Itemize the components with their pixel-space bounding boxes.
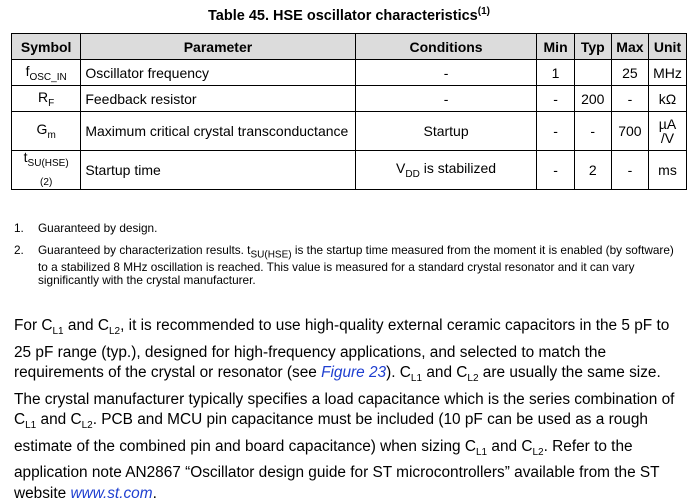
table-row xyxy=(12,112,687,151)
header-min: Min xyxy=(537,34,574,60)
title-footnote-ref: (1) xyxy=(477,6,490,17)
header-parameter: Parameter xyxy=(81,34,355,60)
conditions-cell: - xyxy=(355,60,537,86)
header-unit: Unit xyxy=(649,34,687,60)
symbol-sub: F xyxy=(48,97,55,109)
max-cell: 700 xyxy=(611,112,648,151)
sub: L1 xyxy=(476,446,488,458)
text: and C xyxy=(63,317,109,334)
header-max: Max xyxy=(611,34,648,60)
parameter-cell: Startup time xyxy=(81,151,355,190)
typ-cell: - xyxy=(574,112,611,151)
min-cell: - xyxy=(537,86,574,112)
symbol: f xyxy=(25,62,30,79)
text: . Refer to the application note AN2867 “Oscillator design guide for ST microcontrollers” available from the ST website xyxy=(14,437,660,502)
conditions-cell xyxy=(355,151,537,190)
symbol: t xyxy=(23,149,28,165)
min-cell: - xyxy=(537,112,574,151)
table-row xyxy=(12,60,687,86)
figure-23-link[interactable]: Figure 23 xyxy=(321,364,387,382)
header-typ: Typ xyxy=(574,34,611,60)
note-number: 2. xyxy=(14,243,24,257)
sub: L2 xyxy=(467,373,479,385)
typ-cell: 2 xyxy=(574,151,611,190)
note-2 xyxy=(14,244,684,287)
min-cell: - xyxy=(537,151,574,190)
unit-cell: kΩ xyxy=(649,86,687,112)
symbol-cell xyxy=(12,86,81,112)
header-conditions: Conditions xyxy=(355,34,537,60)
max-cell: - xyxy=(611,151,648,190)
note-number: 1. xyxy=(14,221,24,235)
table-header-row xyxy=(12,34,687,60)
header-symbol: Symbol xyxy=(12,34,81,60)
symbol-sub: SU(HSE) xyxy=(27,157,69,169)
symbol-sub: m xyxy=(47,129,56,141)
unit-cell: µA /V xyxy=(649,112,687,151)
table-title-text: Table 45. HSE oscillator characteristics xyxy=(208,7,478,24)
symbol-cell xyxy=(12,112,81,151)
conditions-cell: - xyxy=(355,86,537,112)
sub: L2 xyxy=(108,326,121,338)
sub: L1 xyxy=(410,373,423,385)
conditions-text: V xyxy=(396,159,406,176)
sub: L2 xyxy=(81,420,93,432)
parameter-cell: Oscillator frequency xyxy=(81,60,355,86)
text: and C xyxy=(422,364,468,382)
sub: L1 xyxy=(52,326,64,338)
table-notes xyxy=(14,222,684,296)
typ-cell: 200 xyxy=(574,86,611,112)
typ-cell xyxy=(574,60,611,86)
symbol: R xyxy=(38,88,49,105)
note-sub: SU(HSE) xyxy=(250,249,292,261)
symbol-cell xyxy=(12,60,81,86)
parameter-cell: Maximum critical crystal transconductance xyxy=(81,112,355,151)
text: . PCB and MCU pin capacitance must be included (10 pF can be used as a rough estimate of the combined pin and board capacitance) when sizing C xyxy=(14,411,648,455)
hse-characteristics-table xyxy=(11,33,687,190)
unit-cell: MHz xyxy=(649,60,687,86)
text: ). C xyxy=(386,364,411,382)
note-text xyxy=(38,244,684,287)
parameter-cell: Feedback resistor xyxy=(81,86,355,112)
table-row xyxy=(12,151,687,190)
min-cell: 1 xyxy=(537,60,574,86)
note-text-a: Guaranteed by characterization results. t xyxy=(38,243,251,257)
table-row xyxy=(12,86,687,112)
table-title xyxy=(0,6,698,24)
conditions-cell: Startup xyxy=(355,112,537,151)
symbol-cell xyxy=(12,151,81,190)
note-text: Guaranteed by design. xyxy=(38,221,158,235)
st-website-link[interactable]: www.st.com xyxy=(70,484,153,502)
text: For C xyxy=(14,317,53,334)
note-text-b: is the startup time measured from the moment it is enabled (by software) to a stabilized 8 MHz oscillation is reached. This value is measured for a standard crystal resonator and it can vary significantly with the crystal manufacturer. xyxy=(38,243,674,288)
body-paragraph xyxy=(14,316,688,504)
note-1 xyxy=(14,222,684,235)
symbol-sub: OSC_IN xyxy=(29,71,67,83)
conditions-sub: DD xyxy=(405,168,420,180)
sub: L2 xyxy=(532,446,544,458)
sub: L1 xyxy=(25,420,37,432)
text: , it is recommended to use high-quality external ceramic capacitors in the 5 pF to 25 pF range (typ.), designed for high-frequency applications, and selected to match the requirements of the crystal or resonator (see xyxy=(14,317,670,382)
text: and C xyxy=(487,437,533,455)
unit-cell: ms xyxy=(649,151,687,190)
text: are usually the same size. The crystal manufacturer typically specifies a load capacitance which is the series combination of C xyxy=(14,364,675,429)
symbol-footnote-ref: (2) xyxy=(40,176,53,188)
conditions-suffix: is stabilized xyxy=(419,159,497,176)
text: and C xyxy=(36,411,82,429)
symbol: G xyxy=(36,121,48,138)
max-cell: - xyxy=(611,86,648,112)
max-cell: 25 xyxy=(611,60,648,86)
text: . xyxy=(152,484,157,502)
